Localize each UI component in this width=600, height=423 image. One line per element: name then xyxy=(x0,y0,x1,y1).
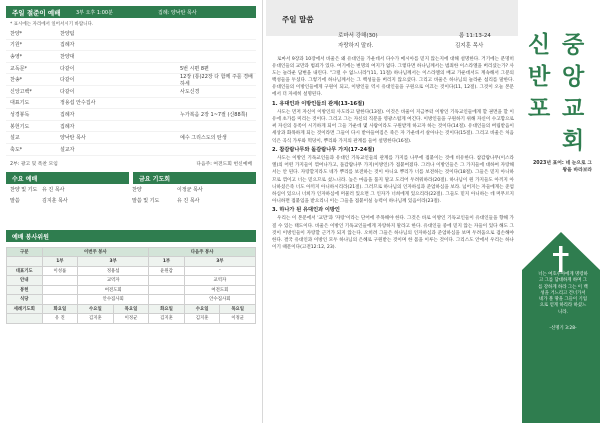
volunteer-cell: 구분 xyxy=(7,247,43,257)
order-item-name: 성경봉독 xyxy=(10,111,30,118)
sermon-preacher: 김지훈 목사 xyxy=(455,43,484,49)
volunteer-cell: 교역자 xyxy=(184,276,255,286)
volunteer-cell xyxy=(7,257,43,267)
volunteer-cell: 목요일 xyxy=(220,304,256,314)
order-item-leader: 집례자 xyxy=(60,42,75,49)
order-item-name: 송영* xyxy=(10,53,23,60)
sermon-paragraph-3: 우리는 이 본문에서 '교만'과 '자랑'이라는 단어에 주목해야 한다. 그것은 바로 이방인 기독교인들이 유대인들을 향해 가질 수 있는 태도이다. 바울은 이방인 기독교인들에게 자랑하지 말라고 한다. 유대인들 중에 믿지 않는 자들이 있다 해도 그것이 이방인들이 자랑할 근거가 되지 않는다. 오히려 그들은 하나님의 인자하심과 준엄하심을 보며 두려움으로 겸손해야 한다. 결국 유대인과 이방인 모두 하나님의 은혜로 구원받는 것이며 한 몸을 이루는 것이다. 그리스도 안에서 우리는 하나이기 때문이다(고전12:12, 23). xyxy=(272,216,514,250)
worship-order-row xyxy=(6,51,256,63)
volunteer-cell: 여전도회 xyxy=(184,285,255,295)
friday-leader: 이정균 목사 xyxy=(177,186,203,193)
order-item-name: 신앙고백* xyxy=(10,88,32,95)
cross-icon xyxy=(559,246,563,272)
sermon-heading-2: 2. 참감람나무와 돌감람나무 가지(17-24절) xyxy=(272,147,375,154)
order-item-name: 찬송* xyxy=(10,77,23,84)
order-item-note: 사도신경 xyxy=(180,88,200,95)
volunteer-cell: 김지훈 xyxy=(149,314,185,324)
year-theme: 2023년 표어: 네 눈으로 그 왕을 바라보라 xyxy=(532,161,592,173)
wednesday-part: 찬양 및 기도 xyxy=(10,186,38,193)
sermon-title: 자랑하지 말라. xyxy=(338,43,374,49)
order-item-leader: 찬양대 xyxy=(60,53,75,60)
order-item-note: 예수 그리스도의 탄생 xyxy=(180,135,227,142)
service-schedule xyxy=(6,184,256,206)
volunteer-cell: 안내 xyxy=(7,276,43,286)
volunteer-cell: 김지훈 xyxy=(78,314,114,324)
sermon-body xyxy=(272,56,514,253)
worship-order-row xyxy=(6,28,256,40)
order-item-name: 봉헌기도 xyxy=(10,123,30,130)
worship-order-row xyxy=(6,132,256,144)
church-name xyxy=(528,26,598,154)
wednesday-service-title: 수요 예배 xyxy=(6,172,129,184)
volunteer-cell xyxy=(149,295,185,305)
order-item-leader: 정용섭 안수집사 xyxy=(60,100,96,107)
volunteer-subheader-row xyxy=(7,257,256,267)
sermon-series: 로마서 강해(30) xyxy=(338,33,378,39)
volunteer-cell xyxy=(42,276,78,286)
volunteer-cell: 정용섭 xyxy=(78,266,149,276)
volunteer-cell xyxy=(42,285,78,295)
order-item-note: 12장 (통)22장 다 함께 주를 경배하세 xyxy=(180,73,253,87)
worship-order-row xyxy=(6,74,256,86)
cross-bar-icon xyxy=(553,253,569,256)
wednesday-leader: 김지훈 목사 xyxy=(42,197,68,204)
sermon-heading-1: 1. 유대인과 이방인들의 관계(13-16절) xyxy=(272,101,365,108)
worship-order-row xyxy=(6,121,256,133)
volunteer-cell: 봉헌 xyxy=(7,285,43,295)
cover-scripture xyxy=(538,272,588,332)
volunteer-cell: - xyxy=(184,266,255,276)
volunteer-title: 예배 봉사위원 xyxy=(6,230,256,242)
church-name-char: 포 xyxy=(528,96,551,122)
volunteer-cell xyxy=(42,295,78,305)
friday-part: 찬양 xyxy=(132,186,142,193)
order-item-name: 교독문* xyxy=(10,65,27,72)
volunteer-row xyxy=(7,276,256,286)
sermon-paragraph-1: 사도는 먼저 자신이 이방인의 사도라고 말한다(13절). 이것은 바울이 지금부터 이방인 기독교인들에게 할 권면을 할 이유에 초가를 미리는 것이다. 그리고 그는 자신의 직분을 영광스럽게 여긴다. 이방인들을 구원하기 위해 자신이 수고함으로써 자신의 동족이 시기하게 되어 그들 가운데 몇 사람이라도 구원받게 하고자 하는 것이다(14절). 유대인들의 버림받음이 세상과 화목하게 되는 것이라면 그들이 다시 받아들여짐은 죽은 자 가운데서 살아나는 것이다(15절). 그리고 바울은 처음 익은 곡식 가루와 떡덩이, 뿌리와 가지의 관계를 들어 설명한다(16절). xyxy=(272,110,514,144)
worship-header xyxy=(6,6,256,18)
volunteer-cell: 안수집사회 xyxy=(78,295,149,305)
volunteer-cell: 세례기도회 xyxy=(7,304,43,314)
worship-order-panel xyxy=(6,6,256,324)
volunteer-row xyxy=(7,285,256,295)
volunteer-cell xyxy=(149,285,185,295)
volunteer-cell: 김지훈 xyxy=(184,314,220,324)
scripture-text: 너는 여호수아에게 명령하고 그를 담대하게 하며 그를 강하게 하라 그는 이 백성을 거느리고 건너가서 네가 볼 땅을 그들이 기업으로 얻게 하리라 하셨느니라. xyxy=(538,272,588,315)
volunteer-cell: 이정균 xyxy=(220,314,256,324)
order-item-leader: 양낙탄 목사 xyxy=(60,135,86,142)
page-fold xyxy=(262,0,263,423)
volunteer-cell: 안수집사회 xyxy=(184,295,255,305)
worship-order-row xyxy=(6,98,256,110)
volunteer-cell: 화요일 xyxy=(42,304,78,314)
volunteer-cell: 수요일 xyxy=(184,304,220,314)
sermon-section-title: 주일 말씀 xyxy=(282,15,314,24)
order-item-leader: 다같이 xyxy=(60,77,75,84)
volunteer-cell: 윤원갑 xyxy=(149,266,185,276)
sermon-paragraph-2: 사도는 이방인 기독교인들과 유대인 기독교인들의 관계를 가지를 나무에 접붙이는 것에 비유한다. 참감람나무(이스라엘)의 어떤 가지들이 꺾여나가고, 돌감람나무 가지(이방인)가 접붙여졌다. 그러나 이방인들은 그 가지들에 대하여 자랑해서는 안 된다. 자랑할지라도 네가 뿌리를 보전하는 것이 아니요 뿌리가 너를 보전하는 것이다(18절). 그들은 믿지 아니하므로 꺾이고 너는 믿으므로 섰느니라. 높은 마음을 품지 말고 도리어 두려워하라(20절). 하나님이 원 가지들도 아끼지 아니하셨은즉 너도 아끼지 아니하시리라(21절). 그러므로 하나님의 인자하심과 준엄하심을 보라. 넘어지는 자들에게는 준엄하심이 있으니 너희가 인자하심에 머물러 있으면 그 인자가 너희에게 있으리라(22절). 그들도 믿지 아니하는 데 머무르지 아니하면 접붙임을 받으리니 이는 그들을 접붙이실 능력이 하나님께 있음이라(23절). xyxy=(272,156,514,204)
order-item-name: 대표기도 xyxy=(10,100,30,107)
church-name-char: 회 xyxy=(562,128,585,154)
order-item-leader: 다같이 xyxy=(60,65,75,72)
worship-time: 3부 오후 1:00분 xyxy=(76,9,113,16)
order-item-name: 찬양* xyxy=(10,30,23,37)
worship-order-row xyxy=(6,86,256,98)
church-name-char: 반 xyxy=(528,64,551,90)
order-item-note: 누가복음 2장 1~7절 (신88쪽) xyxy=(180,111,248,118)
volunteer-names-row xyxy=(7,314,256,324)
volunteer-cell: 1부 xyxy=(42,257,78,267)
sermon-scripture: 롬 11:13-24 xyxy=(459,33,491,39)
volunteer-cell: 다음주 봉사 xyxy=(149,247,256,257)
volunteer-row xyxy=(7,295,256,305)
order-item-name: 설교 xyxy=(10,135,20,142)
worship-order-row xyxy=(6,109,256,121)
order-item-leader: 다같이 xyxy=(60,88,75,95)
standing-note: * 표시에는 자리에서 일어서시기 바랍니다. xyxy=(10,22,94,27)
church-name-char: 교 xyxy=(562,96,585,122)
volunteer-table xyxy=(6,247,256,324)
order-item-leader: 집례자 xyxy=(60,123,75,130)
volunteer-cell: 화요일 xyxy=(149,304,185,314)
worship-order-list xyxy=(6,28,256,156)
volunteer-cell xyxy=(7,314,43,324)
volunteer-cell: 교역자 xyxy=(78,276,149,286)
volunteer-cell: 1부 xyxy=(149,257,185,267)
volunteer-cell: 여전도회 xyxy=(78,285,149,295)
volunteer-header-row xyxy=(7,247,256,257)
worship-footnote xyxy=(6,156,256,167)
cover-panel xyxy=(522,0,600,423)
order-item-leader: 설교자 xyxy=(60,146,75,153)
order-item-note: 5번 시편 8편 xyxy=(180,65,209,72)
order-item-leader: 찬양팀 xyxy=(60,30,75,37)
volunteer-cell: 식당 xyxy=(7,295,43,305)
friday-part: 말씀 및 기도 xyxy=(132,197,160,204)
order-item-name: 기원* xyxy=(10,42,23,49)
service-row xyxy=(6,184,256,195)
scripture-reference: -신명기 3:28- xyxy=(549,326,577,332)
church-name-char: 신 xyxy=(528,32,551,58)
order-item-leader: 집례자 xyxy=(60,111,75,118)
volunteer-days-row xyxy=(7,304,256,314)
worship-order-row xyxy=(6,40,256,52)
volunteer-cell: 3부 xyxy=(78,257,149,267)
volunteer-cell: 목요일 xyxy=(113,304,149,314)
church-name-char: 앙 xyxy=(562,64,585,90)
wednesday-part: 말씀 xyxy=(10,197,20,204)
volunteer-cell: 이성률 xyxy=(42,266,78,276)
church-name-char: 중 xyxy=(562,32,585,58)
worship-title: 주일 절준이 예배 xyxy=(12,8,61,17)
volunteer-cell: 이번주 봉사 xyxy=(42,247,149,257)
volunteer-row xyxy=(7,266,256,276)
service-row xyxy=(6,195,256,206)
order-item-name: 축도* xyxy=(10,146,23,153)
volunteer-cell: 3부 xyxy=(184,257,255,267)
after-service-note: 2부: 광고 및 폭찬 모임 xyxy=(10,161,58,167)
sermon-heading-3: 3. 하나가 된 유대인과 이방인 xyxy=(272,207,340,214)
sermon-panel xyxy=(266,0,518,423)
friday-leader: 유 진 목사 xyxy=(177,197,200,204)
wednesday-leader: 유 진 목사 xyxy=(42,186,65,193)
sermon-intro: 로마서 9장과 10장에서 바울은 왜 유대인들 가운데서 다수가 메시아를 믿지 않는지에 대해 설명한다. 거기에는 분명히 유대인들의 교만과 범죄가 있다. 여기에는 변명의 여지가 없다. 그렇다면 하나님께서는 범죄한 이스라엘을 버리셨는가? 사도는 놀라운 답변을 내린다. "그럴 수 없느니라"(11, 11절) 하나님께서는 이스라엘의 배교 가운데서도 계속해서 그분의 백성들을 두셨다. 그렇기에 하나님께서는 그 백성들을 버리지 않으셨다. 그리고 바울은 하나님의 놀라운 섭리를 말한다. 유대인들의 이방인들에게 구원이 되고, 이방인들 역시 유대인들을 구원으로 이끄는 것이다(11, 12절). 그것이 오늘 본문에서 더 자세히 설명된다. xyxy=(272,57,514,98)
worship-officiant: 집례: 양낙탄 목사 xyxy=(158,9,197,16)
volunteer-cell: 유 진 xyxy=(42,314,78,324)
worship-order-row xyxy=(6,144,256,156)
next-week-note: 다음주: 여전도회 헌신예배 xyxy=(196,161,252,167)
service-section-bars xyxy=(6,172,256,184)
volunteer-cell xyxy=(149,276,185,286)
friday-prayer-title: 금요 기도회 xyxy=(133,172,256,184)
volunteer-cell: 수요일 xyxy=(78,304,114,314)
volunteer-cell: 이정균 xyxy=(113,314,149,324)
volunteer-cell: 대표기도 xyxy=(7,266,43,276)
